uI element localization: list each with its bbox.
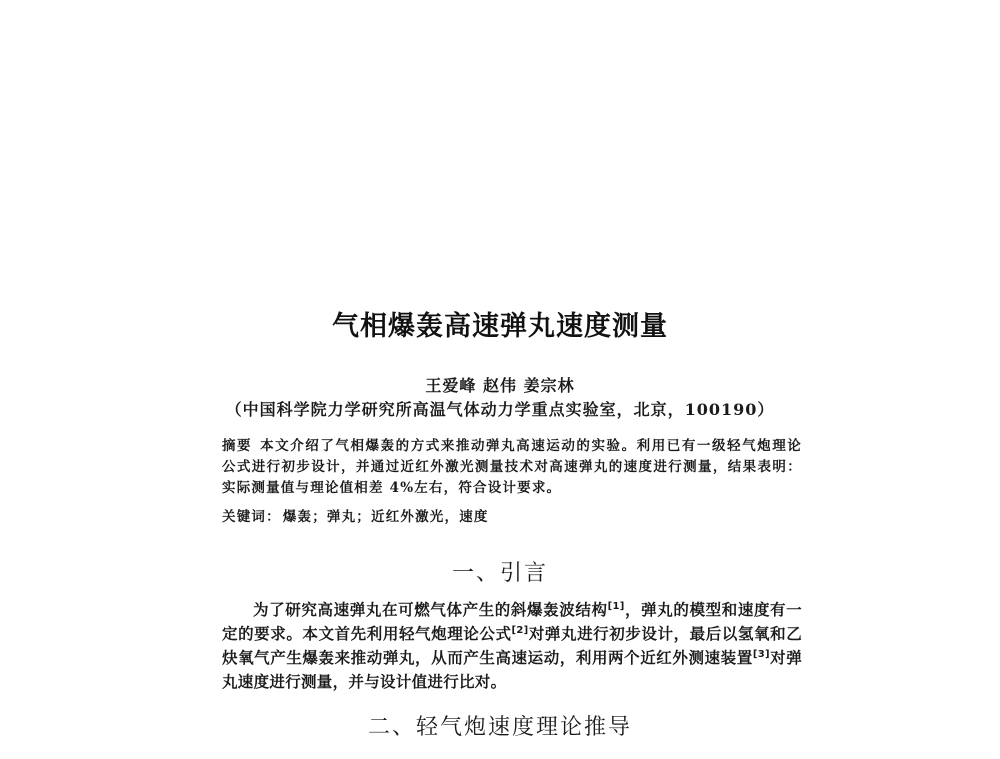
introduction-paragraph [222, 598, 802, 694]
intro-text-4: 对弹丸速度进行测量，并与设计值进行比对。 [222, 649, 802, 691]
intro-text-2: ，弹丸的模型和速度有一定的要求。本文首先利用轻气炮理论公式 [222, 601, 802, 643]
paper-affiliation: （中国科学院力学研究所高温气体动力学重点实验室，北京，100190） [225, 400, 775, 419]
keywords-block [222, 507, 802, 528]
citation-3: [3] [752, 649, 770, 660]
paper-title: 气相爆轰高速弹丸速度测量 [332, 311, 668, 342]
abstract-text: 本文介绍了气相爆轰的方式来推动弹丸高速运动的实验。利用已有一级轻气炮理论公式进行初步设计，并通过近红外激光测量技术对高速弹丸的速度进行测量，结果表明：实际测量值与理论值相差 4%左右，符合设计要求。 [222, 438, 802, 496]
intro-text-1: 为了研究高速弹丸在可燃气体产生的斜爆轰波结构 [253, 601, 608, 619]
paper-authors: 王爱峰 赵伟 姜宗林 [425, 376, 575, 395]
citation-2: [2] [511, 625, 529, 636]
citation-1: [1] [607, 601, 625, 612]
section-heading-introduction: 一、引言 [451, 561, 548, 586]
intro-text-3: 对弹丸进行初步设计，最后以氢氧和乙炔氧气产生爆轰来推动弹丸，从而产生高速运动，利用两个近红外测速装置 [222, 625, 802, 667]
abstract-block [222, 436, 802, 499]
abstract-label: 摘要 [222, 438, 253, 454]
keywords-text: 爆轰；弹丸；近红外激光，速度 [282, 509, 489, 525]
keywords-label: 关键词： [222, 509, 281, 525]
section-heading-theory: 二、轻气炮速度理论推导 [367, 715, 632, 740]
